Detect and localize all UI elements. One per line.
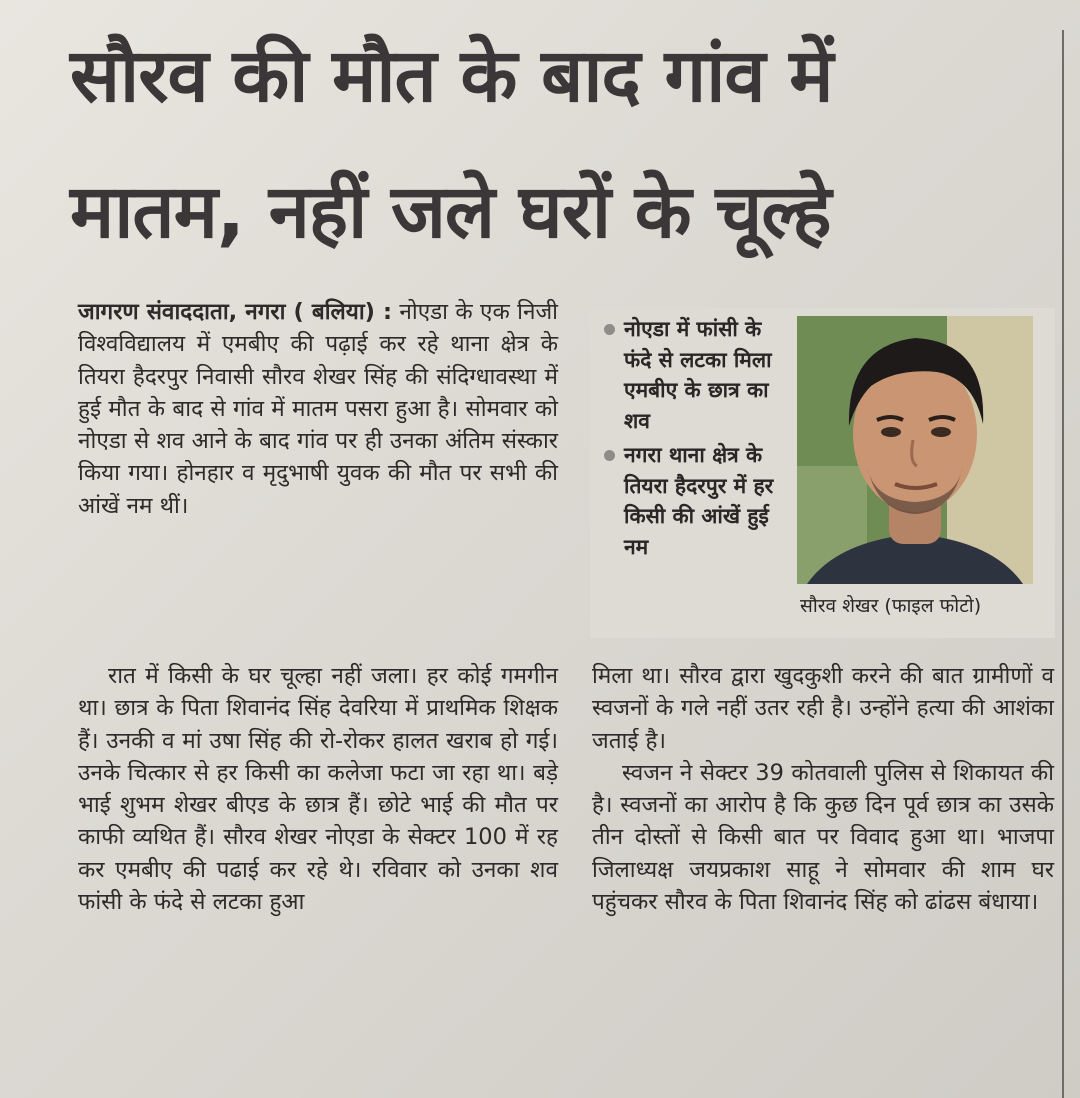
- headline-line-1: सौरव की मौत के बाद गांव में: [70, 33, 833, 119]
- portrait-photo-image: [797, 316, 1033, 584]
- highlight-text: नगरा थाना क्षेत्र के तियरा हैदरपुर में हर किसी की आंखें हुई नम: [624, 443, 774, 559]
- column-rule: [1062, 30, 1064, 1098]
- headline-line-2: मातम, नहीं जले घरों के चूल्हे: [70, 169, 831, 255]
- article-paragraph-2-continued: मिला था। सौरव द्वारा खुदकुशी करने की बात ग्रामीणों व स्वजनों के गले नहीं उतर रही है। उन्होंने हत्या की आशंका जताई है।: [592, 663, 1054, 754]
- article-paragraph-2: रात में किसी के घर चूल्हा नहीं जला। हर कोई गमगीन था। छात्र के पिता शिवानंद सिंह देवरिया में प्राथमिक शिक्षक हैं। उनकी व मां उषा सिंह की रो-रोकर हालत खराब हो गई। उनके चित्कार से हर किसी का कलेजा फटा जा रहा था। बड़े भाई शुभम शेखर बीएड के छात्र हैं। छोटे भाई की मौत पर काफी व्यथित हैं। सौरव शेखर नोएडा के सेक्टर 100 में रह कर एमबीए की पढाई कर रहे थे। रविवार को उनका शव फांसी के फंदे से लटका हुआ: [78, 663, 558, 916]
- byline: जागरण संवाददाता, नगरा ( बलिया) :: [78, 299, 392, 325]
- article-column-left-bottom: [78, 660, 558, 918]
- highlight-item: [604, 314, 794, 436]
- highlight-item: [604, 440, 794, 562]
- article-column-left-top: [78, 296, 558, 522]
- paragraph-1-text: नोएडा के एक निजी विश्वविद्यालय में एमबीए की पढ़ाई कर रहे थाना क्षेत्र के तियरा हैदरपुर निवासी सौरव शेखर सिंह की संदिग्धावस्था में हुई मौत के बाद से गांव में मातम पसरा हुआ है। सोमवार को नोएडा से शव आने के बाद गांव पर ही उनका अंतिम संस्कार किया गया। होनहार व मृदुभाषी युवक की मौत पर सभी की आंखें नम थीं।: [78, 299, 558, 519]
- photo-caption: सौरव शेखर (फाइल फोटो): [800, 595, 982, 617]
- highlight-text: नोएडा में फांसी के फंदे से लटका मिला एमबीए के छात्र का शव: [624, 317, 772, 433]
- highlight-points: [604, 314, 794, 566]
- bullet-icon: [604, 324, 615, 335]
- article-paragraph-1: [78, 296, 558, 522]
- bullet-icon: [604, 450, 615, 461]
- headline: [70, 8, 1055, 280]
- article-paragraph-3: स्वजन ने सेक्टर 39 कोतवाली पुलिस से शिकायत की है। स्वजनों का आरोप है कि कुछ दिन पूर्व छात्र का उसके तीन दोस्तों से किसी बात पर विवाद हुआ था। भाजपा जिलाध्यक्ष जयप्रकाश साहू ने सोमवार की शाम घर पहुंचकर सौरव के पिता शिवानंद सिंह को ढांढस बंधाया।: [592, 759, 1054, 916]
- portrait-photo: [797, 316, 1033, 584]
- article-column-right: [592, 660, 1054, 918]
